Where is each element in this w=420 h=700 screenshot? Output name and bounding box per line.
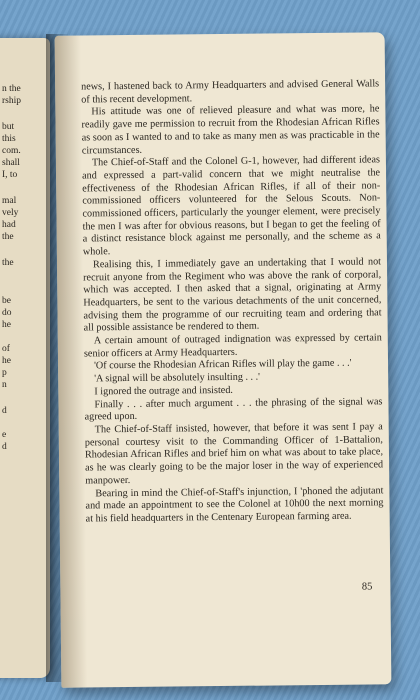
left-page-fragment: this	[2, 134, 16, 144]
page-number: 85	[361, 581, 373, 593]
body-text	[81, 78, 384, 526]
left-page-fragment: he	[2, 356, 11, 366]
paragraph: Finally . . . after much argument . . . the phrasing of the signal was agreed upon.	[84, 395, 383, 423]
left-page-fragment: the	[2, 232, 14, 242]
left-page-fragment: had	[2, 220, 16, 230]
paragraph: Bearing in mind the Chief-of-Staff's injunction, I 'phoned the adjutant and made an appointment to see the Colonel at 10h00 the next morning at his field headquarters in the Centenary European farming area.	[85, 484, 384, 525]
paragraph: I ignored the outrage and insisted.	[94, 384, 234, 398]
paragraph: The Chief-of-Staff and the Colonel G-1, however, had different ideas and expressed a part-valid concern that we might neutralise the effectiveness of the Rhodesian African Rifles, if all of their non-commissioned officers volunteered for the Selous Scouts. Non-commissioned officers, particularly the younger element, were precisely the men I was after for obvious reasons, but I began to get the feeling of a distinct resistance block against me personally, and the scheme as a whole.	[82, 154, 381, 258]
left-page-fragment: do	[2, 308, 12, 318]
paragraph: Realising this, I immediately gave an undertaking that I would not recruit anyone from the Regiment who was above the rank of corporal, which was accepted. I then asked that a signal, originating at Army Headquarters, be sent to the various detachments of the unit concerned, advising them the programme of our recruiting team and ordering that all possible assistance be rendered to them.	[83, 256, 382, 334]
paragraph: news, I hastened back to Army Headquarters and advised General Walls of this recent development.	[81, 78, 380, 106]
left-page-fragment: p	[2, 368, 7, 378]
left-page-fragment: d	[2, 442, 7, 452]
left-page-fragment: be	[2, 296, 11, 306]
left-page-fragment: n	[2, 380, 7, 390]
left-page-fragment: of	[2, 344, 10, 354]
left-page-fragment: com.	[2, 146, 21, 156]
left-page-fragment: shall	[2, 158, 20, 168]
left-page-fragment: he	[2, 320, 11, 330]
left-page-fragment: e	[2, 430, 7, 440]
paragraph: The Chief-of-Staff insisted, however, that before it was sent I pay a personal courtesy visit to the Commanding Officer of 1-Battalion, Rhodesian African Rifles and brief him on what was about to take place, as he was clearly going to be the major loser in the way of experienced manpower.	[84, 421, 384, 487]
paragraph: A certain amount of outraged indignation was expressed by certain senior officers at Army Headquarters.	[83, 332, 382, 360]
left-page-fragment: d	[2, 406, 7, 416]
left-page-fragment: the	[2, 258, 14, 268]
left-page-fragment: n the	[2, 84, 21, 94]
right-page	[55, 32, 392, 687]
left-page-fragment: rship	[2, 96, 21, 106]
paragraph: 'A signal will be absolutely insulting . . .'	[94, 371, 261, 385]
left-page-fragment: but	[2, 122, 15, 132]
paragraph: His attitude was one of relieved pleasure and what was more, he readily gave me permission to recruit from the Rhodesian African Rifles as soon as I wanted to and to take as many men as was practicable in the circumstances.	[81, 103, 380, 156]
left-page-fragment: vely	[2, 208, 19, 218]
paragraph: 'Of course the Rhodesian African Rifles will play the game . . .'	[94, 358, 352, 372]
left-page-fragment: I, to	[2, 170, 18, 180]
left-page-fragment: mal	[2, 196, 17, 206]
left-page	[0, 38, 50, 678]
